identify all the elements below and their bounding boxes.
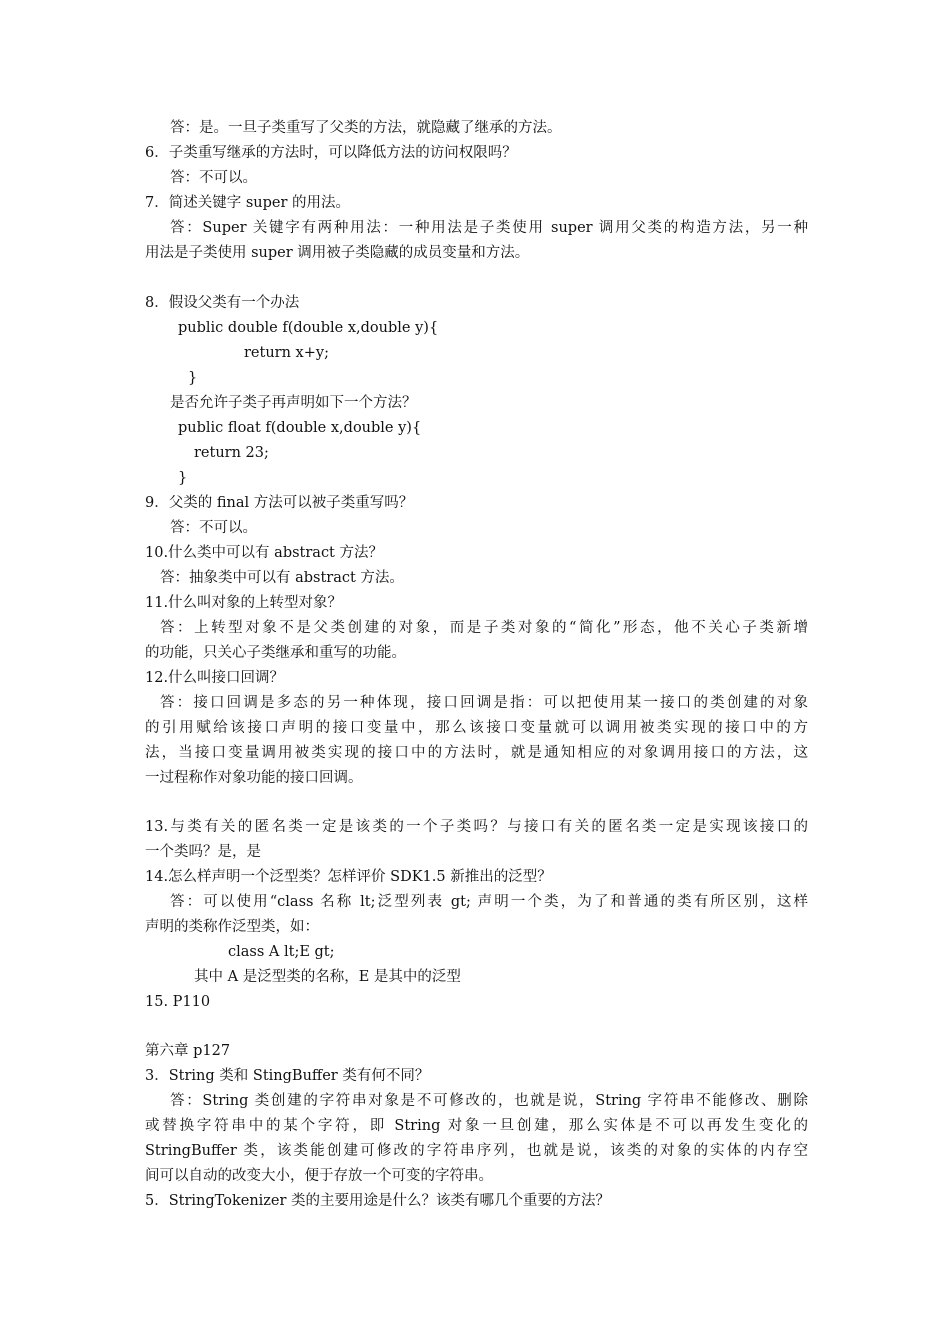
question-9: 9．父类的 final 方法可以被子类重写吗？ (145, 495, 414, 511)
answer-line: 答：Super 关键字有两种用法：一种用法是子类使用 super 调用父类的构造方法，另一种 (170, 220, 808, 236)
question-7: 7．简述关键字 super 的用法。 (145, 195, 351, 211)
answer-line: 的功能，只关心子类继承和重写的功能。 (145, 645, 406, 661)
answer-line: 答：接口回调是多态的另一种体现，接口回调是指：可以把使用某一接口的类创建的对象 (160, 695, 808, 711)
answer-line: 的引用赋给该接口声明的接口变量中，那么该接口变量就可以调用被类实现的接口中的方 (145, 720, 808, 736)
question-3: 3．String 类和 StingBuffer 类有何不同？ (145, 1068, 430, 1084)
question-8: 8．假设父类有一个办法 (145, 295, 300, 311)
answer-line: 一个类吗？是，是 (145, 844, 261, 860)
answer-line: 用法是子类使用 super 调用被子类隐藏的成员变量和方法。 (145, 245, 530, 261)
answer-line: 间可以自动的改变大小，便于存放一个可变的字符串。 (145, 1168, 493, 1184)
answer-line: 答：可以使用“class 名称 lt;泛型列表 gt; 声明一个类，为了和普通的类有所区别，这样 (170, 894, 808, 910)
code-line: return 23; (194, 445, 269, 461)
answer-line: 答：抽象类中可以有 abstract 方法。 (160, 570, 404, 586)
answer-line: 答：不可以。 (170, 520, 257, 536)
code-line: public double f(double x,double y){ (178, 320, 439, 336)
answer-line: 或替换字符串中的某个字符，即 String 对象一旦创建，那么实体是不可以再发生变化的 (145, 1118, 808, 1134)
text-line: 是否允许子类子再声明如下一个方法？ (170, 395, 417, 411)
question-5: 5．StringTokenizer 类的主要用途是什么？该类有哪几个重要的方法？ (145, 1193, 611, 1209)
code-line: public float f(double x,double y){ (178, 420, 422, 436)
text-line: 其中 A 是泛型类的名称，E 是其中的泛型 (194, 969, 461, 985)
code-line: } (188, 370, 198, 386)
answer-line: 答：String 类创建的字符串对象是不可修改的，也就是说，String 字符串不能修改、删除 (170, 1093, 808, 1109)
question-6: 6．子类重写继承的方法时，可以降低方法的访问权限吗？ (145, 145, 517, 161)
question-10: 10.什么类中可以有 abstract 方法？ (145, 545, 383, 561)
chapter-heading: 第六章 p127 (145, 1043, 231, 1059)
question-11: 11.什么叫对象的上转型对象？ (145, 595, 343, 611)
question-13: 13.与类有关的匿名类一定是该类的一个子类吗？与接口有关的匿名类一定是实现该接口的 (145, 819, 808, 835)
code-line: return x+y; (244, 345, 329, 361)
code-line: } (178, 470, 188, 486)
answer-line: 答：是。一旦子类重写了父类的方法，就隐藏了继承的方法。 (170, 120, 562, 136)
question-12: 12.什么叫接口回调？ (145, 670, 285, 686)
answer-line: 答：不可以。 (170, 170, 257, 186)
answer-line: StringBuffer 类，该类能创建可修改的字符串序列，也就是说，该类的对象的实体的内存空 (145, 1143, 808, 1159)
code-line: class A lt;E gt; (228, 944, 335, 960)
answer-line: 声明的类称作泛型类，如： (145, 919, 319, 935)
question-15: 15. P110 (145, 994, 211, 1010)
answer-line: 法，当接口变量调用被类实现的接口中的方法时，就是通知相应的对象调用接口的方法，这 (145, 745, 808, 761)
answer-line: 一过程称作对象功能的接口回调。 (145, 770, 363, 786)
answer-line: 答：上转型对象不是父类创建的对象，而是子类对象的“简化”形态，他不关心子类新增 (160, 620, 808, 636)
question-14: 14.怎么样声明一个泛型类？怎样评价 SDK1.5 新推出的泛型？ (145, 869, 552, 885)
